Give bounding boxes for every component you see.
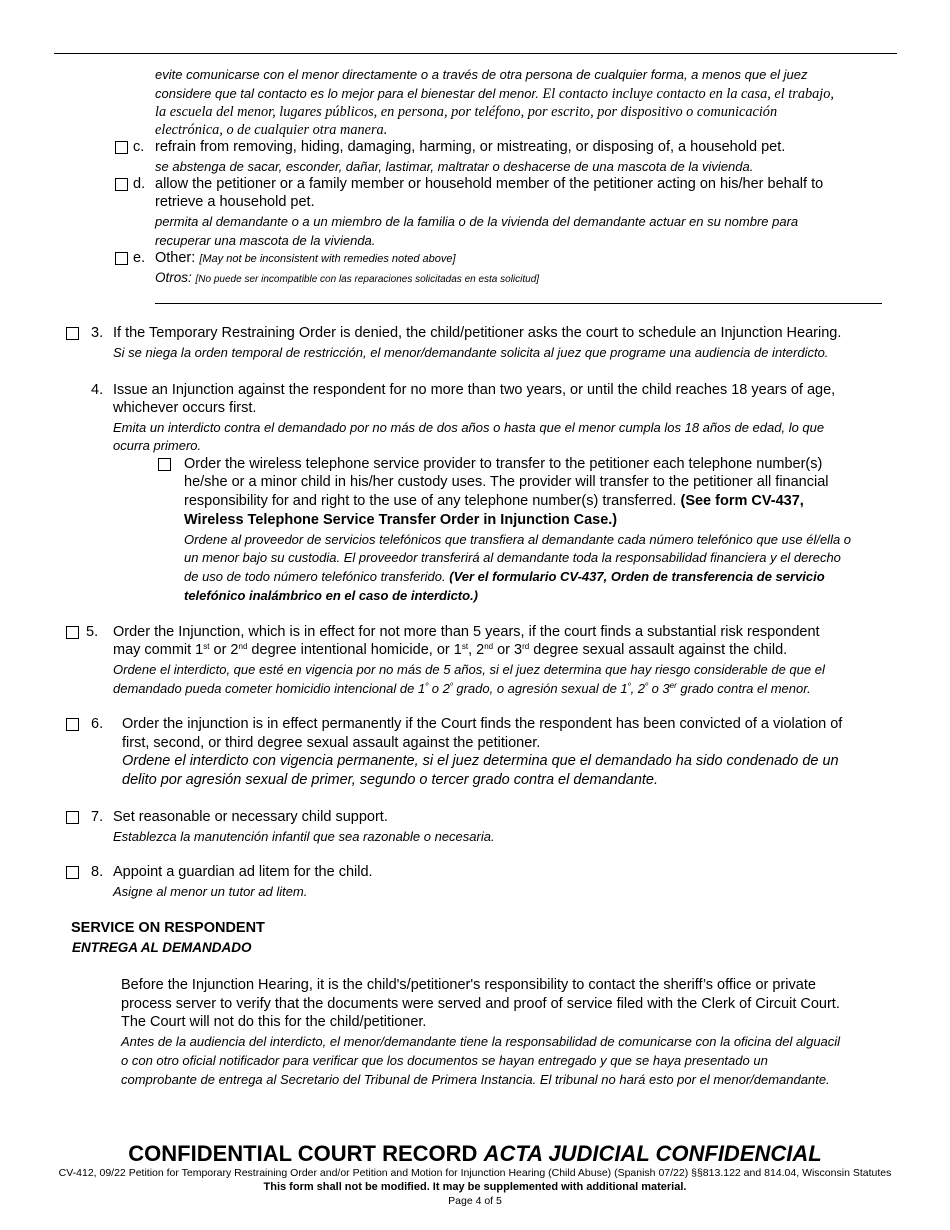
item-e-en bbox=[155, 249, 456, 269]
item-8-number: 8. bbox=[91, 864, 104, 880]
item-5-es-2b: o 2 bbox=[428, 681, 450, 696]
checkbox-item-3[interactable] bbox=[66, 327, 79, 340]
item-5-es-2f: grado contra el menor. bbox=[676, 681, 811, 696]
footer-form-line: CV-412, 09/22 Petition for Temporary Restraining Order and/or Petition and Motion for Injunction Hearing (Child Abuse) (Spanish 07/22) §§813.122 and 814.04, Wisconsin Statutes bbox=[58, 1167, 892, 1179]
item-e-other-label: Other: bbox=[155, 250, 196, 266]
item-5-es-sup-1: º bbox=[425, 681, 429, 690]
item-e-otros-note: [No puede ser incompatible con las reparaciones solicitadas en esta solicitud] bbox=[195, 274, 540, 285]
continued-line-2 bbox=[155, 84, 834, 103]
item-5-es-sup-3: º bbox=[627, 681, 631, 690]
item-6-es-2: delito por agresión sexual de primer, segundo o tercer grado contra el demandante. bbox=[122, 772, 659, 788]
footer-page: Page 4 of 5 bbox=[448, 1195, 502, 1207]
item-7-number: 7. bbox=[91, 809, 104, 825]
item-5-en-sup-3: st bbox=[461, 642, 469, 651]
top-rule bbox=[54, 53, 897, 54]
item-c-letter: c. bbox=[133, 139, 145, 155]
wireless-en-3b: (See form CV-437, bbox=[676, 493, 804, 509]
item-5-en-sup-4: nd bbox=[484, 642, 494, 651]
item-6-en-1: Order the injunction is in effect permanently if the Court finds the respondent has been convicted of a violation of bbox=[122, 716, 843, 732]
item-d-letter: d. bbox=[133, 176, 146, 192]
item-5-en-1: Order the Injunction, which is in effect for not more than 5 years, if the court finds a substantial risk respondent bbox=[113, 624, 820, 640]
item-5-en-2d: , 2 bbox=[468, 642, 485, 658]
item-5-en-2c: degree intentional homicide, or 1 bbox=[247, 642, 462, 658]
item-5-es-sup-2: º bbox=[449, 681, 453, 690]
item-3-number: 3. bbox=[91, 325, 104, 341]
service-en-2: process server to verify that the documents were served and proof of service filed with the Clerk of Circuit Court. bbox=[121, 996, 840, 1012]
item-d-es-2: recuperar una mascota de la vivienda. bbox=[155, 233, 376, 248]
checkbox-item-7[interactable] bbox=[66, 811, 79, 824]
item-4-en-1: Issue an Injunction against the respondent for no more than two years, or until the child reaches 18 years of age, bbox=[113, 382, 836, 398]
wireless-es-3b: (Ver el formulario CV-437, Orden de transferencia de servicio bbox=[445, 569, 825, 584]
item-6-en-2: first, second, or third degree sexual assault against the petitioner. bbox=[122, 735, 541, 751]
item-c-en: refrain from removing, hiding, damaging, harming, or mistreating, or disposing of, a household pet. bbox=[155, 139, 786, 155]
item-5-es-1: Ordene el interdicto, que esté en vigencia por no más de 5 años, si el juez determina que hay riesgo considerable de que el bbox=[113, 662, 825, 677]
checkbox-item-6[interactable] bbox=[66, 718, 79, 731]
item-5-en-sup-5: rd bbox=[522, 642, 530, 651]
item-5-en-2f: degree sexual assault against the child. bbox=[529, 642, 788, 658]
item-5-es-sup-4: º bbox=[645, 681, 648, 690]
footer-notice: This form shall not be modified. It may be supplemented with additional material. bbox=[263, 1181, 687, 1193]
item-5-es-2e: o 3 bbox=[647, 681, 670, 696]
footer-title-es: ACTA JUDICIAL CONFIDENCIAL bbox=[483, 1141, 822, 1166]
item-3-en: If the Temporary Restraining Order is denied, the child/petitioner asks the court to schedule an Injunction Hearing. bbox=[113, 325, 842, 341]
item-4-en-2: whichever occurs first. bbox=[113, 400, 257, 416]
item-5-number: 5. bbox=[86, 624, 99, 640]
item-5-en-sup-1: st bbox=[203, 642, 210, 651]
wireless-en-3a: responsibility for and right to the use of any telephone number(s) transferred. bbox=[184, 493, 677, 509]
item-7-en: Set reasonable or necessary child support. bbox=[113, 809, 388, 825]
item-e-other-field[interactable] bbox=[155, 303, 882, 304]
continued-line-1: evite comunicarse con el menor directamente o a través de otra persona de cualquier forma, a menos que el juez bbox=[155, 67, 808, 82]
continued-line-2b: El contacto incluye contacto en la casa, el trabajo, bbox=[538, 86, 834, 102]
item-6-es-1: Ordene el interdicto con vigencia permanente, si el juez determina que el demandado ha sido condenado de un bbox=[122, 753, 839, 769]
checkbox-item-5[interactable] bbox=[66, 626, 79, 639]
wireless-es-3a: de uso de todo número telefónico transferido. bbox=[184, 569, 446, 584]
wireless-en-1: Order the wireless telephone service provider to transfer to the petitioner each telephone number(s) bbox=[184, 456, 823, 472]
service-es-2: o con otro oficial notificador para verificar que los documentos se hayan entregado y que se haya presentado un bbox=[121, 1053, 768, 1068]
item-5-en-2 bbox=[113, 641, 787, 660]
continued-line-2a: considere que tal contacto es lo mejor para el bienestar del menor. bbox=[155, 86, 539, 101]
item-c-es: se abstenga de sacar, esconder, dañar, lastimar, maltratar o deshacerse de una mascota de la vivienda. bbox=[155, 159, 754, 174]
checkbox-item-e[interactable] bbox=[115, 252, 128, 265]
item-5-en-sup-2: nd bbox=[238, 642, 248, 651]
checkbox-item-d[interactable] bbox=[115, 178, 128, 191]
item-5-es-2a: demandado pueda cometer homicidio intencional de 1 bbox=[113, 681, 426, 696]
item-e-letter: e. bbox=[133, 250, 146, 266]
item-d-es-1: permita al demandante o a un miembro de la familia o de la vivienda del demandante actuar en su nombre para bbox=[155, 214, 799, 229]
footer-title-en: CONFIDENTIAL COURT RECORD bbox=[128, 1141, 478, 1166]
wireless-es-2: un menor bajo su custodia. El proveedor transferirá al demandante toda la responsabilidad financiera y el derecho bbox=[184, 550, 841, 565]
item-5-es-sup-5: er bbox=[669, 681, 677, 690]
item-8-es: Asigne al menor un tutor ad litem. bbox=[113, 884, 308, 899]
item-e-es bbox=[155, 268, 539, 289]
wireless-en-3 bbox=[184, 492, 804, 511]
checkbox-item-8[interactable] bbox=[66, 866, 79, 879]
item-5-es-2c: grado, o agresión sexual de 1 bbox=[452, 681, 628, 696]
item-3-es: Si se niega la orden temporal de restricción, el menor/demandante solicita al juez que programe una audiencia de interdicto. bbox=[113, 345, 829, 360]
service-heading-es: ENTREGA AL DEMANDADO bbox=[72, 940, 252, 955]
checkbox-wireless-transfer[interactable] bbox=[158, 458, 171, 471]
item-4-es-1: Emita un interdicto contra el demandado por no más de dos años o hasta que el menor cumpla los 18 años de edad, lo que bbox=[113, 420, 825, 435]
footer-title bbox=[0, 1141, 950, 1167]
service-en-3: The Court will not do this for the child/petitioner. bbox=[121, 1014, 427, 1030]
service-es-3: comprobante de entrega al Secretario del Tribunal de Primera Instancia. El tribunal no hará esto por el menor/demandante. bbox=[121, 1072, 830, 1087]
item-5-es-2d: , 2 bbox=[630, 681, 646, 696]
item-8-en: Appoint a guardian ad litem for the child. bbox=[113, 864, 373, 880]
item-d-en-2: retrieve a household pet. bbox=[155, 194, 315, 210]
item-5-es-2 bbox=[113, 679, 811, 698]
item-7-es: Establezca la manutención infantil que sea razonable o necesaria. bbox=[113, 829, 495, 844]
item-5-en-2a: may commit 1 bbox=[113, 642, 204, 658]
item-4-number: 4. bbox=[91, 382, 104, 398]
wireless-es-1: Ordene al proveedor de servicios telefónicos que transfiera al demandante cada número telefónico que use él/ella o bbox=[184, 532, 852, 547]
item-6-number: 6. bbox=[91, 716, 104, 732]
wireless-es-4: telefónico inalámbrico en el caso de interdicto.) bbox=[184, 588, 479, 603]
service-es-1: Antes de la audiencia del interdicto, el menor/demandante tiene la responsabilidad de comunicarse con la oficina del alguacil bbox=[121, 1034, 841, 1049]
item-4-es-2: ocurra primero. bbox=[113, 438, 202, 453]
item-5-en-2b: or 2 bbox=[209, 642, 239, 658]
item-5-en-2e: or 3 bbox=[493, 642, 523, 658]
continued-line-4: electrónica, o de cualquier otra manera. bbox=[155, 122, 388, 138]
wireless-en-4: Wireless Telephone Service Transfer Order in Injunction Case.) bbox=[184, 512, 618, 528]
item-e-other-note: [May not be inconsistent with remedies noted above] bbox=[199, 253, 456, 265]
item-d-en-1: allow the petitioner or a family member or household member of the petitioner acting on his/her behalf to bbox=[155, 176, 824, 192]
wireless-es-3 bbox=[184, 567, 825, 586]
wireless-en-2: he/she or a minor child in his/her custody uses. The provider will transfer to the petitioner all financial bbox=[184, 474, 829, 490]
service-en-1: Before the Injunction Hearing, it is the child's/petitioner's responsibility to contact the sheriff’s office or private bbox=[121, 977, 816, 993]
continued-line-3: la escuela del menor, lugares públicos, en persona, por teléfono, por escrito, por dispositivo o comunicación bbox=[155, 104, 778, 120]
item-e-otros-label: Otros: bbox=[155, 270, 192, 285]
service-heading: SERVICE ON RESPONDENT bbox=[71, 920, 265, 936]
checkbox-item-c[interactable] bbox=[115, 141, 128, 154]
